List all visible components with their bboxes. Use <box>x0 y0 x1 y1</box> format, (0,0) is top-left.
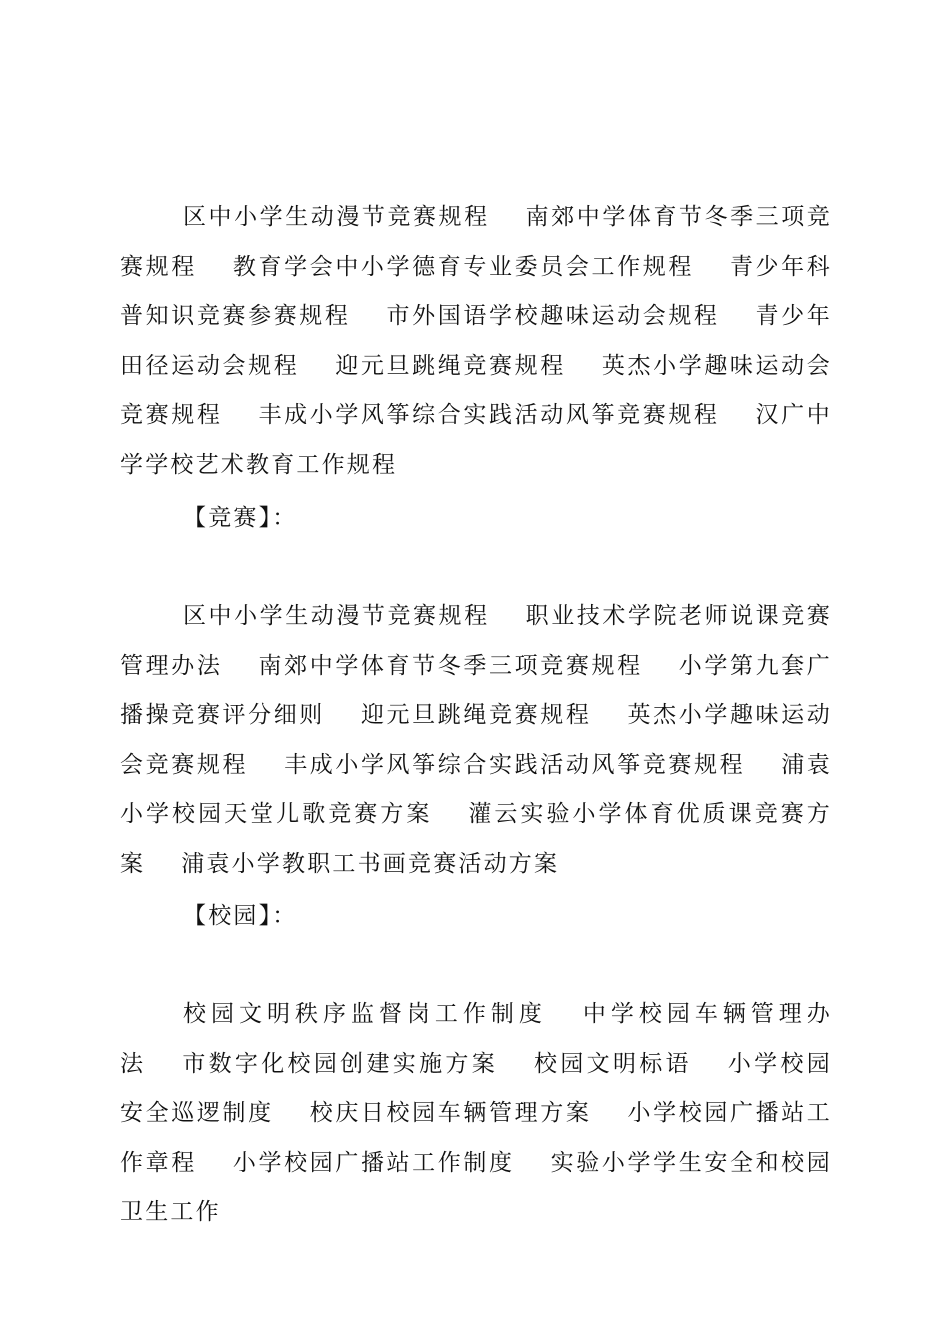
paragraph-campus-list <box>120 990 832 1238</box>
list-item: 丰成小学风筝综合实践活动风筝竞赛规程 <box>284 751 746 778</box>
list-item: 汉广中学学校艺术教育工作规程 <box>120 402 832 478</box>
paragraph-competition-list <box>120 592 832 890</box>
list-item: 浦袁小学校园天堂儿歌竞赛方案 <box>120 751 833 828</box>
list-item: 区中小学生动漫节竞赛规程 <box>183 204 490 230</box>
list-item: 英杰小学趣味运动会竞赛规程 <box>120 352 832 429</box>
list-item: 青少年田径运动会规程 <box>120 303 832 379</box>
list-item: 区中小学生动漫节竞赛规程 <box>183 603 490 629</box>
list-item: 南郊中学体育节冬季三项竞赛规程 <box>120 204 832 280</box>
list-item: 丰成小学风筝综合实践活动风筝竞赛规程 <box>258 402 720 429</box>
list-item: 灌云实验小学体育优质课竞赛方案 <box>120 801 832 877</box>
list-item: 校庆日校园车辆管理方案 <box>309 1100 592 1127</box>
list-item: 教育学会中小学德育专业委员会工作规程 <box>232 253 694 280</box>
list-item: 市数字化校园创建实施方案 <box>182 1050 499 1077</box>
section-heading-campus: 【校园】： <box>183 903 298 929</box>
list-item: 青少年科普知识竞赛参赛规程 <box>120 253 832 330</box>
list-item: 南郊中学体育节冬季三项竞赛规程 <box>258 652 643 679</box>
list-item: 迎元旦跳绳竞赛规程 <box>360 702 592 729</box>
list-item: 小学第九套广播操竞赛评分细则 <box>120 652 832 729</box>
list-item: 英杰小学趣味运动会竞赛规程 <box>120 702 832 778</box>
section-heading-competition: 【竞赛】： <box>183 505 298 531</box>
list-item: 校园文明标语 <box>534 1050 692 1077</box>
list-item: 浦袁小学教职工书画竞赛活动方案 <box>181 850 560 877</box>
list-item: 实验小学学生安全和校园卫生工作 <box>120 1149 833 1226</box>
list-item: 校园文明秩序监督岗工作制度 <box>183 1001 547 1027</box>
list-item: 市外国语学校趣味运动会规程 <box>386 303 720 330</box>
paragraph-rules-list <box>120 193 832 491</box>
list-item: 职业技术学院老师说课竞赛管理办法 <box>120 603 832 679</box>
list-item: 小学校园广播站工作制度 <box>232 1149 515 1176</box>
list-item: 小学校园广播站工作章程 <box>120 1100 832 1176</box>
list-item: 中学校园车辆管理办法 <box>120 1001 832 1077</box>
list-item: 迎元旦跳绳竞赛规程 <box>335 352 566 379</box>
list-item: 小学校园安全巡逻制度 <box>120 1050 832 1127</box>
